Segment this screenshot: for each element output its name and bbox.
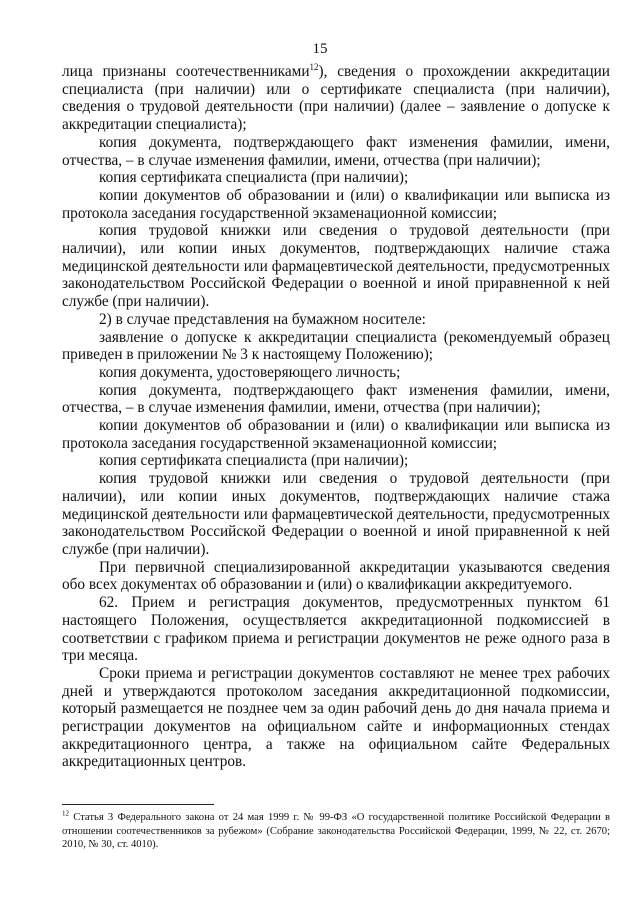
paragraph: копии документов об образовании и (или) о квалификации или выписка из протокола заседания государственной экзаменационной комиссии;	[62, 186, 610, 222]
paragraph: копия сертификата специалиста (при наличии);	[99, 169, 409, 187]
paragraph: копия документа, подтверждающего факт изменения фамилии, имени, отчества, – в случае изменения фамилии, имени, отчества (при наличии);	[62, 381, 610, 417]
footnote-reference[interactable]: 12	[309, 61, 319, 72]
paragraph: копия сертификата специалиста (при наличии);	[99, 452, 409, 470]
page-number: 15	[312, 41, 328, 57]
paragraph: 62. Прием и регистрация документов, предусмотренных пунктом 61 настоящего Положения, осуществляется аккредитационной подкомиссией в соответствии с графиком приема и регистрации документов не реже одного раза в три месяца.	[62, 594, 610, 665]
paragraph: копия трудовой книжки или сведения о трудовой деятельности (при наличии), или копии иных документов, подтверждающих наличие стажа медицинской деятельности или фармацевтической деятельности, предусмотренных законодательством Российской Федерации о военной и иной приравненной к ней службе (при наличии).	[62, 470, 610, 558]
footnote	[62, 811, 610, 852]
footnote-text	[62, 811, 610, 852]
paragraph: копия трудовой книжки или сведения о трудовой деятельности (при наличии), или копии иных документов, подтверждающих наличие стажа медицинской деятельности или фармацевтической деятельности, предусмотренных законодательством Российской Федерации о военной и иной приравненной к ней службе (при наличии).	[62, 222, 610, 311]
paragraph: Сроки приема и регистрации документов составляют не менее трех рабочих дней и утверждаются протоколом заседания аккредитационной подкомиссии, который размещается не позднее чем за один рабочий день до дня начала приема и регистрации документов на официальном сайте и информационных стендах аккредитационного центра, а также на официальном сайте Федеральных аккредитационных центров.	[62, 664, 610, 771]
paragraph-text: лица признаны соотечественниками	[62, 63, 310, 80]
footnote-marker: 12	[62, 809, 69, 818]
paragraph: заявление о допуске к аккредитации специалиста (рекомендуемый образец приведен в приложении № 3 к настоящему Положению);	[62, 328, 610, 364]
paragraph-text: ), сведения о прохождении аккредитации специалиста (при наличии) или о сертификате специалиста (при наличии), сведения о трудовой деятельности (при наличии) (далее – заявление о допуске к аккредитации специалиста);	[62, 63, 610, 134]
paragraph: копия документа, удостоверяющего личность;	[99, 363, 401, 381]
paragraph: копии документов об образовании и (или) о квалификации или выписка из протокола заседания государственной экзаменационной комиссии;	[62, 417, 610, 452]
footnote-separator	[62, 804, 214, 805]
paragraph: При первичной специализированной аккредитации указываются сведения обо всех документах об образовании и (или) о квалификации аккредитуемого.	[62, 558, 610, 594]
footnote-body: Статья 3 Федерального закона от 24 мая 1999 г. № 99-ФЗ «О государственной политике Российской Федерации в отношении соотечественников за рубежом» (Собрание законодательства Российской Федерации, 1999, № 22, ст. 2670; 2010, № 30, ст. 4010).	[62, 812, 610, 851]
paragraph: копия документа, подтверждающего факт изменения фамилии, имени, отчества, – в случае изменения фамилии, имени, отчества (при наличии);	[62, 133, 610, 169]
body-text	[62, 63, 610, 771]
paragraph	[62, 63, 610, 134]
paragraph: 2) в случае представления на бумажном носителе:	[99, 310, 426, 328]
